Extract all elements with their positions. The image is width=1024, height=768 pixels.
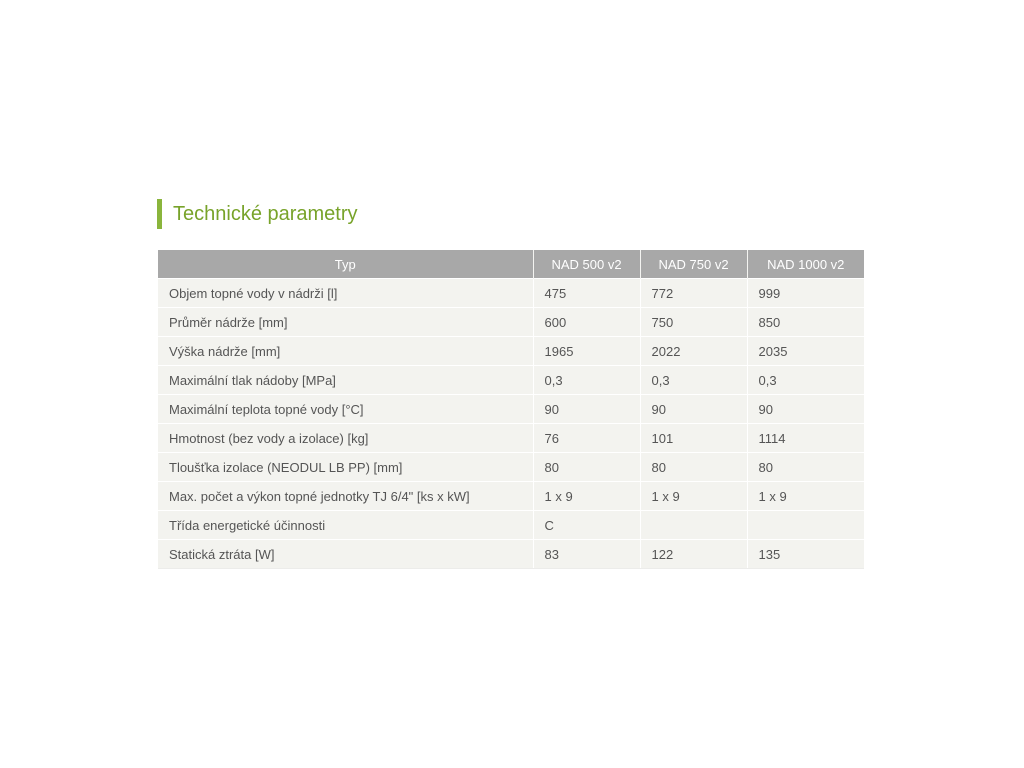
row-value: 850 <box>747 308 864 337</box>
row-value: 80 <box>747 453 864 482</box>
section-title: Technické parametry <box>173 202 358 225</box>
row-label: Max. počet a výkon topné jednotky TJ 6/4" [ks x kW] <box>158 482 533 511</box>
row-value: 90 <box>747 395 864 424</box>
row-value: 76 <box>533 424 640 453</box>
row-value: 101 <box>640 424 747 453</box>
row-value: 0,3 <box>533 366 640 395</box>
row-value: 2022 <box>640 337 747 366</box>
technical-parameters-section <box>157 199 865 569</box>
row-value: 80 <box>533 453 640 482</box>
header-nad-750: NAD 750 v2 <box>640 250 747 279</box>
row-value: 90 <box>640 395 747 424</box>
row-value <box>747 511 864 540</box>
row-label: Maximální teplota topné vody [°C] <box>158 395 533 424</box>
row-value: 83 <box>533 540 640 569</box>
header-nad-500: NAD 500 v2 <box>533 250 640 279</box>
header-nad-1000: NAD 1000 v2 <box>747 250 864 279</box>
table-row <box>158 395 864 424</box>
row-label: Maximální tlak nádoby [MPa] <box>158 366 533 395</box>
row-value: 475 <box>533 279 640 308</box>
row-value: 80 <box>640 453 747 482</box>
table-row <box>158 279 864 308</box>
row-value: 600 <box>533 308 640 337</box>
table-row <box>158 482 864 511</box>
row-label: Tloušťka izolace (NEODUL LB PP) [mm] <box>158 453 533 482</box>
row-value <box>640 511 747 540</box>
row-label: Výška nádrže [mm] <box>158 337 533 366</box>
row-value: 135 <box>747 540 864 569</box>
table-row <box>158 308 864 337</box>
row-value: 1 x 9 <box>640 482 747 511</box>
row-value: 90 <box>533 395 640 424</box>
row-value: C <box>533 511 640 540</box>
row-value: 750 <box>640 308 747 337</box>
row-label: Statická ztráta [W] <box>158 540 533 569</box>
row-label: Třída energetické účinnosti <box>158 511 533 540</box>
spec-table <box>158 250 864 569</box>
row-value: 1 x 9 <box>747 482 864 511</box>
row-label: Průměr nádrže [mm] <box>158 308 533 337</box>
row-label: Objem topné vody v nádrži [l] <box>158 279 533 308</box>
section-heading <box>157 199 865 229</box>
row-value: 0,3 <box>747 366 864 395</box>
table-row <box>158 540 864 569</box>
header-typ: Typ <box>158 250 533 279</box>
row-value: 122 <box>640 540 747 569</box>
table-row <box>158 453 864 482</box>
row-value: 772 <box>640 279 747 308</box>
row-value: 0,3 <box>640 366 747 395</box>
table-row <box>158 337 864 366</box>
table-header-row <box>158 250 864 279</box>
row-label: Hmotnost (bez vody a izolace) [kg] <box>158 424 533 453</box>
table-row <box>158 424 864 453</box>
table-row <box>158 511 864 540</box>
row-value: 1114 <box>747 424 864 453</box>
table-row <box>158 366 864 395</box>
heading-accent-bar <box>157 199 162 229</box>
row-value: 1965 <box>533 337 640 366</box>
row-value: 999 <box>747 279 864 308</box>
row-value: 1 x 9 <box>533 482 640 511</box>
row-value: 2035 <box>747 337 864 366</box>
